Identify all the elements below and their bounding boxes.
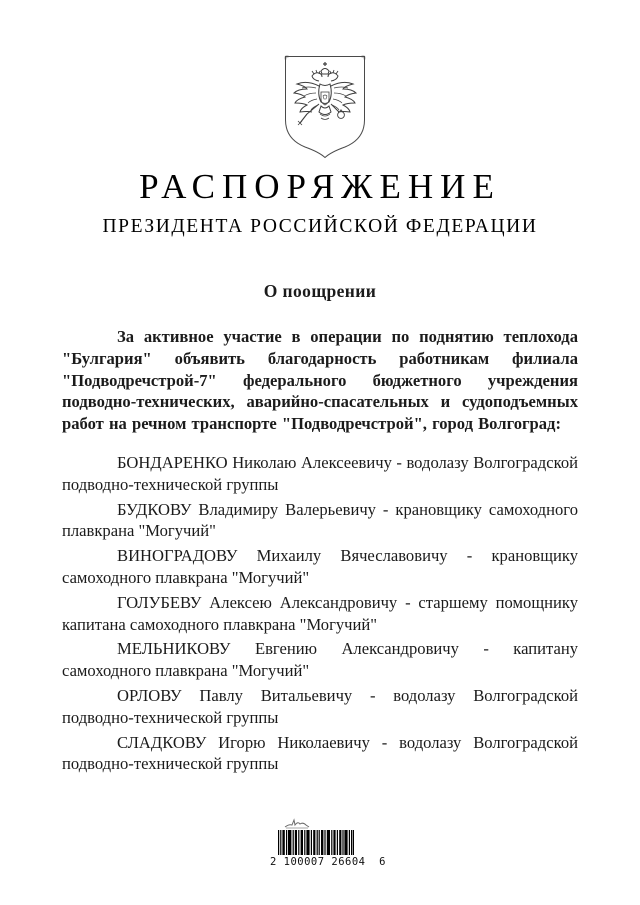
- barcode-digits: 2 100007 26604 6: [270, 856, 386, 868]
- awardee-entry: СЛАДКОВУ Игорю Николаевичу - водолазу Волгоградской подводно-технической группы: [62, 732, 578, 774]
- awardee-list: [62, 452, 578, 775]
- intro-paragraph: За активное участие в операции по поднятию теплохода "Булгария" объявить благодарность работникам филиала "Подводречстрой-7" федерального бюджетного учреждения подводно-технических, аварийно-спасательных и судоподъемных работ на речном транспорте "Подводречстрой", город Волгоград:: [62, 327, 578, 434]
- document-body: [62, 326, 578, 778]
- coat-of-arms-emblem: [283, 54, 367, 160]
- handwritten-mark: [284, 818, 310, 829]
- section-heading: О поощрении: [263, 281, 377, 301]
- document-subtitle: ПРЕЗИДЕНТА РОССИЙСКОЙ ФЕДЕРАЦИИ: [102, 216, 538, 237]
- awardee-entry: ГОЛУБЕВУ Алексею Александровичу - старшему помощнику капитана самоходного плавкрана "Могучий": [62, 592, 578, 634]
- barcode-image: [278, 830, 354, 855]
- document-title: РАСПОРЯЖЕНИЕ: [139, 167, 501, 206]
- awardee-entry: БОНДАРЕНКО Николаю Алексеевичу - водолазу Волгоградской подводно-технической группы: [62, 452, 578, 494]
- awardee-entry: ОРЛОВУ Павлу Витальевичу - водолазу Волгоградской подводно-технической группы: [62, 685, 578, 727]
- awardee-entry: ВИНОГРАДОВУ Михаилу Вячеславовичу - крановщику самоходного плавкрана "Могучий": [62, 546, 578, 587]
- awardee-entry: МЕЛЬНИКОВУ Евгению Александровичу - капитану самоходного плавкрана "Могучий": [62, 639, 578, 681]
- awardee-entry: БУДКОВУ Владимиру Валерьевичу - крановщику самоходного плавкрана "Могучий": [62, 499, 578, 541]
- barcode-block: [270, 818, 386, 868]
- double-headed-eagle-icon: [294, 62, 356, 125]
